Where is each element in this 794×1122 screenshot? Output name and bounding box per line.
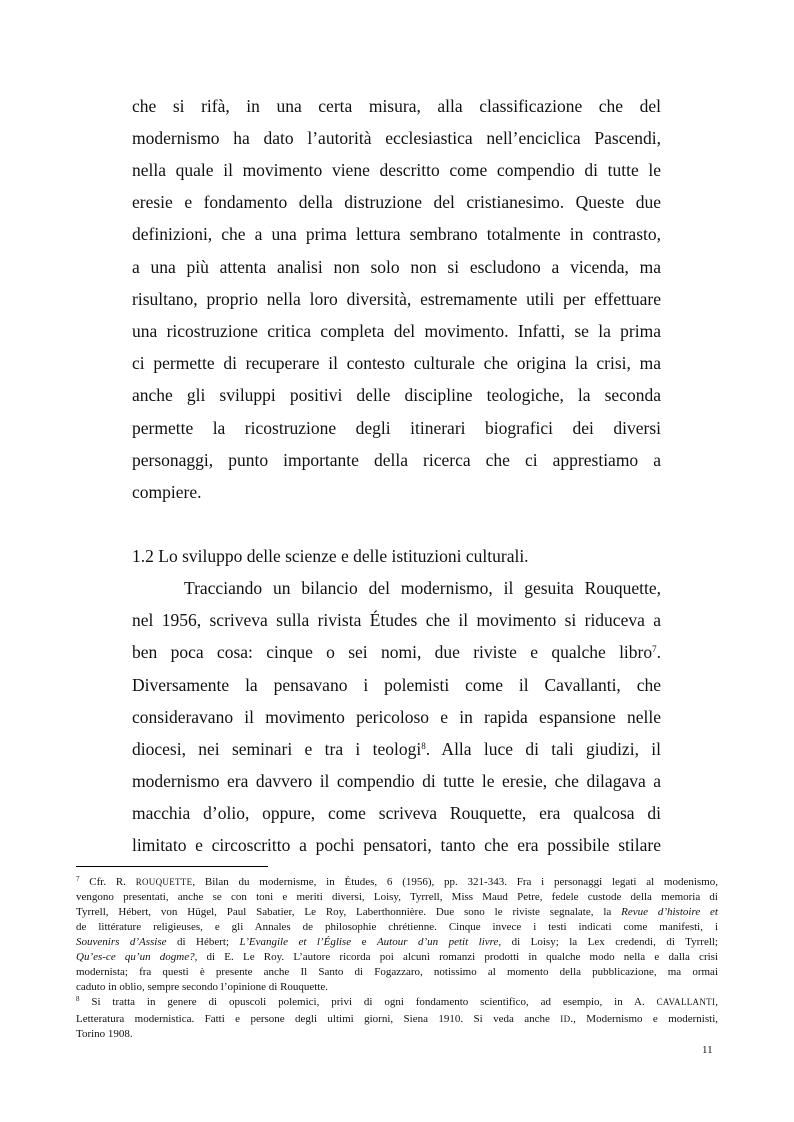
body-line: consideravano il movimento pericoloso e in rapida espansione nelle xyxy=(132,707,661,727)
footnote-number: 8 xyxy=(76,995,80,1003)
body-line: permette la ricostruzione degli itinerari biografici dei diversi xyxy=(132,418,661,438)
footnote-text: , xyxy=(715,996,718,1008)
footnote-text: , di E. Le Roy. L’autore ricorda poi alcuni romanzi prodotti in qualche modo nella e dalla crisi xyxy=(194,951,718,963)
footnote-italic: Autour d’un petit livre, xyxy=(376,936,502,948)
body-line: modernismo ha dato l’autorità ecclesiastica nell’enciclica Pascendi, xyxy=(132,128,661,148)
body-line: una ricostruzione critica completa del movimento. Infatti, se la prima xyxy=(132,321,661,341)
footnote-line xyxy=(76,875,718,889)
footnote-italic: Qu’es-ce qu’un dogme? xyxy=(76,951,195,963)
body-line: a una più attenta analisi non solo non si escludono a vicenda, ma xyxy=(132,257,661,277)
body-line: macchia d’olio, oppure, come scriveva Rouquette, era qualcosa di xyxy=(132,803,661,823)
footnote-line: de littérature religieuses, e gli Annales de philosophie chrétienne. Cinque invece i testi indicati come manifesti, i xyxy=(76,921,718,933)
body-line xyxy=(132,739,661,759)
footnote-line xyxy=(76,950,718,964)
footnote-line xyxy=(76,995,718,1009)
body-line: nella quale il movimento viene descritto come compendio di tutte le xyxy=(132,160,661,180)
footnote-text: di Hébert; xyxy=(166,936,240,948)
footnote-ref[interactable]: 7 xyxy=(652,644,657,654)
footnote-text: Letteratura modernistica. Fatti e persone degli ultimi giorni, Siena 1910. Si veda anche xyxy=(76,1013,561,1025)
footnote-text: ., Modernismo e modernisti, xyxy=(570,1013,718,1025)
body-line: eresie e fondamento della distruzione del cristianesimo. Queste due xyxy=(132,192,661,212)
footnote-number: 7 xyxy=(76,875,80,883)
body-line: anche gli sviluppi positivi delle discipline teologiche, la seconda xyxy=(132,385,661,405)
body-line: definizioni, che a una prima lettura sembrano totalmente in contrasto, xyxy=(132,224,661,244)
footnote-separator xyxy=(76,866,268,867)
footnote-line: vengono presentati, anche se con toni e meriti diversi, Loisy, Tyrrell, Miss Maud Petre, fedele custode della memoria di xyxy=(76,891,718,903)
body-text: ben poca cosa: cinque o sei nomi, due riviste e qualche libro xyxy=(132,642,653,662)
footnote-text: Si tratta in genere di opuscoli polemici, privi di ogni fondamento scientifico, ad esempio, in A. xyxy=(79,996,657,1008)
body-line xyxy=(132,642,661,662)
body-line: personaggi, punto importante della ricerca che ci apprestiamo a xyxy=(132,450,661,470)
footnote-line xyxy=(76,905,718,919)
footnote-text: Tyrrell, Hébert, von Hügel, Paul Sabatier, Le Roy, Laberthonnière. Due sono le riviste segnalate, la xyxy=(76,906,622,918)
footnote-ref[interactable]: 8 xyxy=(421,741,426,751)
body-line: risultano, proprio nella loro diversità, estremamente utili per effettuare xyxy=(132,289,661,309)
body-text: diocesi, nei seminari e tra i teologi xyxy=(132,739,422,759)
footnote-line: Torino 1908. xyxy=(76,1028,133,1040)
body-line: compiere. xyxy=(132,482,202,502)
body-line: Diversamente la pensavano i polemisti come il Cavallanti, che xyxy=(132,675,661,695)
footnote-text: , Bilan du modernisme, in Études, 6 (1956), pp. 321-343. Fra i personaggi legati al modenismo, xyxy=(192,876,718,888)
body-line: che si rifà, in una certa misura, alla classificazione che del xyxy=(132,96,661,116)
footnote-text: Cfr. R. xyxy=(79,876,136,888)
body-text: . Alla luce di tali giudizi, il xyxy=(425,739,661,759)
footnote-line xyxy=(76,935,718,949)
body-line: nel 1956, scriveva sulla rivista Études che il movimento si riduceva a xyxy=(132,610,661,630)
footnote-author: ID xyxy=(560,1014,571,1024)
footnote-line: caduto in oblio, sempre secondo l’opinione di Rouquette. xyxy=(76,981,329,993)
footnote-author: CAVALLANTI xyxy=(656,997,716,1007)
section-heading: 1.2 Lo sviluppo delle scienze e delle istituzioni culturali. xyxy=(132,546,529,566)
footnote-author: ROUQUETTE xyxy=(135,877,193,887)
footnote-line xyxy=(76,1012,718,1026)
footnote-line: modernista; fra questi è presente anche Il Santo di Fogazzaro, notissimo al momento della pubblicazione, ma ormai xyxy=(76,966,718,978)
footnote-italic: Revue d’histoire et xyxy=(621,906,718,918)
footnote-italic: Souvenirs d’Assise xyxy=(76,936,167,948)
page-number: 11 xyxy=(702,1044,713,1056)
footnote-text: e xyxy=(351,936,377,948)
body-line: limitato e circoscritto a pochi pensatori, tanto che era possibile stilare xyxy=(132,835,661,855)
footnote-text: di Loisy; la Lex credendi, di Tyrrell; xyxy=(501,936,718,948)
body-line: modernismo era davvero il compendio di tutte le eresie, che dilagava a xyxy=(132,771,661,791)
body-line: ci permette di recuperare il contesto culturale che origina la crisi, ma xyxy=(132,353,661,373)
body-line: Tracciando un bilancio del modernismo, il gesuita Rouquette, xyxy=(184,578,661,598)
footnote-italic: L’Evangile et l’Église xyxy=(239,936,352,948)
body-text: . xyxy=(656,642,661,662)
